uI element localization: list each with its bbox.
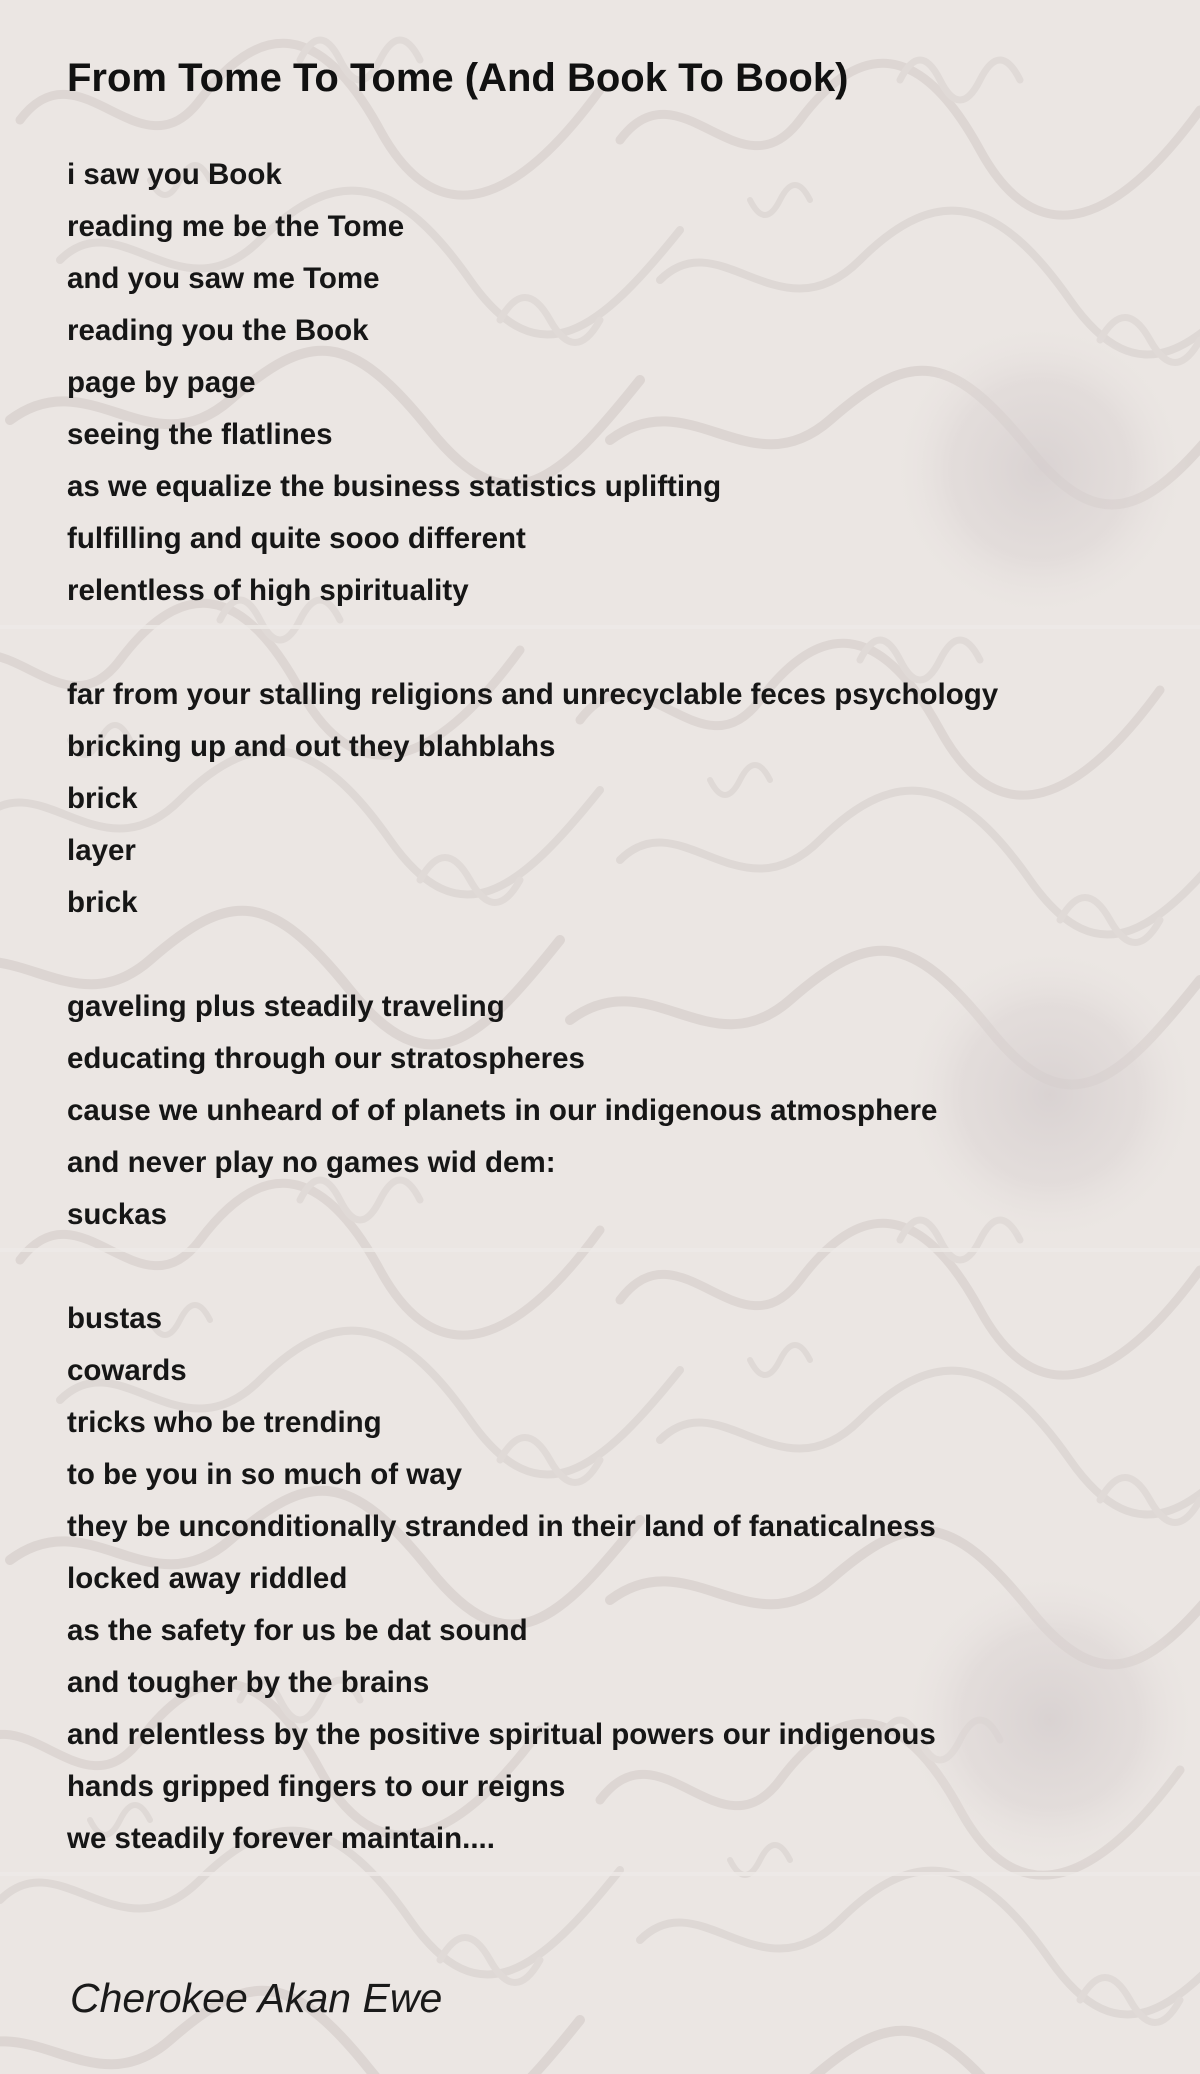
poem-line: layer: [67, 834, 136, 867]
poem-line: hands gripped fingers to our reigns: [67, 1770, 566, 1803]
poem-line: brick: [67, 782, 138, 815]
poem-line: cause we unheard of of planets in our indigenous atmosphere: [67, 1094, 938, 1127]
poem-line: and relentless by the positive spiritual powers our indigenous: [67, 1718, 936, 1751]
poem-line: suckas: [67, 1198, 168, 1231]
poem-line: reading you the Book: [67, 314, 369, 347]
poem-line: as the safety for us be dat sound: [67, 1614, 528, 1647]
poem-line: they be unconditionally stranded in their land of fanaticalness: [67, 1510, 936, 1543]
poem-line: bustas: [67, 1302, 163, 1335]
poem-line: to be you in so much of way: [67, 1458, 463, 1491]
poem-line: relentless of high spirituality: [67, 574, 469, 607]
poem-line: and you saw me Tome: [67, 262, 380, 295]
poem-title: From Tome To Tome (And Book To Book): [67, 56, 849, 100]
poem-line: as we equalize the business statistics uplifting: [67, 470, 722, 503]
poem-line: page by page: [67, 366, 256, 399]
poem-line: we steadily forever maintain....: [67, 1822, 495, 1855]
poem-line: tricks who be trending: [67, 1406, 382, 1439]
stanza: [67, 669, 1167, 929]
poem-body: [67, 149, 1167, 1917]
stanza: [67, 1293, 1167, 1865]
poem-line: fulfilling and quite sooo different: [67, 522, 526, 555]
poem-line: far from your stalling religions and unrecyclable feces psychology: [67, 678, 999, 711]
stanza: [67, 149, 1167, 617]
poem-line: gaveling plus steadily traveling: [67, 990, 505, 1023]
poem-author: Cherokee Akan Ewe: [70, 1975, 443, 2021]
poem-line: brick: [67, 886, 138, 919]
stanza: [67, 981, 1167, 1241]
poem-line: locked away riddled: [67, 1562, 348, 1595]
poem-line: and tougher by the brains: [67, 1666, 430, 1699]
poem-line: reading me be the Tome: [67, 210, 405, 243]
poem-line: educating through our stratospheres: [67, 1042, 585, 1075]
poem-line: cowards: [67, 1354, 187, 1387]
poem-line: seeing the flatlines: [67, 418, 333, 451]
poem-line: i saw you Book: [67, 158, 282, 191]
poem-line: bricking up and out they blahblahs: [67, 730, 556, 763]
poem-line: and never play no games wid dem:: [67, 1146, 556, 1179]
